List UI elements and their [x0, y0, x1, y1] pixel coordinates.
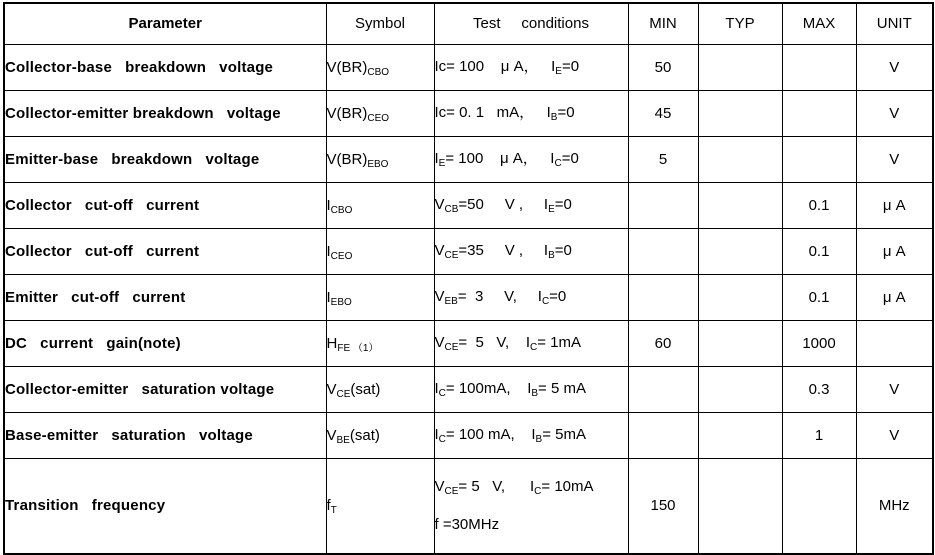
conditions-cell: $V_{CE}=35$ V , $I_B=0$ [434, 228, 628, 274]
symbol-cell: $f_T$ [326, 458, 434, 554]
table-row [4, 44, 933, 90]
header-row [4, 3, 933, 44]
unit-cell: μ A [856, 182, 933, 228]
table-row [4, 274, 933, 320]
min-cell: 60 [628, 320, 698, 366]
conditions-cell: Ic= 0. 1 mA， $I_B=0$ [434, 90, 628, 136]
table-row [4, 458, 933, 554]
typ-cell [698, 90, 782, 136]
parameter-cell: Collector cut-off current [4, 182, 326, 228]
conditions-cell: Ic= 100 μ A， $I_E=0$ [434, 44, 628, 90]
min-cell [628, 412, 698, 458]
typ-cell [698, 182, 782, 228]
parameter-cell: Collector-base breakdown voltage [4, 44, 326, 90]
table-row [4, 228, 933, 274]
max-cell: 0.1 [782, 274, 856, 320]
max-cell [782, 44, 856, 90]
min-cell [628, 182, 698, 228]
typ-cell [698, 44, 782, 90]
parameter-cell: Collector-emitter breakdown voltage [4, 90, 326, 136]
conditions-cell: $I_C= 100$ mA, $I_B= 5mA$ [434, 412, 628, 458]
parameter-cell: Collector cut-off current [4, 228, 326, 274]
table-row [4, 90, 933, 136]
symbol-cell: $V_{BE}(sat)$ [326, 412, 434, 458]
max-cell [782, 136, 856, 182]
unit-cell: V [856, 44, 933, 90]
electrical-characteristics-table [3, 2, 934, 555]
table-body [4, 44, 933, 554]
symbol-cell: $H_{FE (1)}$ [326, 320, 434, 366]
symbol-cell: $I_{CBO}$ [326, 182, 434, 228]
max-cell [782, 458, 856, 554]
max-cell: 0.3 [782, 366, 856, 412]
typ-cell [698, 136, 782, 182]
parameter-cell: Emitter cut-off current [4, 274, 326, 320]
unit-cell: V [856, 366, 933, 412]
col-header-typ: TYP [698, 3, 782, 44]
parameter-cell: Base-emitter saturation voltage [4, 412, 326, 458]
conditions-cell: $I_E= 100$ μ A， $I_C=0$ [434, 136, 628, 182]
typ-cell [698, 228, 782, 274]
symbol-cell: $V(BR)_{EBO}$ [326, 136, 434, 182]
table-row [4, 412, 933, 458]
typ-cell [698, 366, 782, 412]
min-cell [628, 366, 698, 412]
unit-cell: μ A [856, 228, 933, 274]
col-header-parameter: Parameter [4, 3, 326, 44]
symbol-cell: $I_{EBO}$ [326, 274, 434, 320]
unit-cell: MHz [856, 458, 933, 554]
max-cell [782, 90, 856, 136]
symbol-cell: $V_{CE}(sat)$ [326, 366, 434, 412]
min-cell: 50 [628, 44, 698, 90]
parameter-cell: Emitter-base breakdown voltage [4, 136, 326, 182]
typ-cell [698, 458, 782, 554]
conditions-cell: $V_{CE}= 5$ V, $I_C= 1mA$ [434, 320, 628, 366]
table-row [4, 366, 933, 412]
min-cell: 150 [628, 458, 698, 554]
col-header-min: MIN [628, 3, 698, 44]
conditions-cell: $V_{EB}= 3$ V, $I_C=0$ [434, 274, 628, 320]
table-row [4, 136, 933, 182]
parameter-cell: DC current gain(note) [4, 320, 326, 366]
parameter-cell: Transition frequency [4, 458, 326, 554]
typ-cell [698, 320, 782, 366]
col-header-test-conditions: Test conditions [434, 3, 628, 44]
conditions-cell: $I_C= 100mA$, $I_B= 5$ mA [434, 366, 628, 412]
min-cell: 5 [628, 136, 698, 182]
table-row [4, 182, 933, 228]
conditions-cell: $V_{CB}=50$ V , $I_E=0$ [434, 182, 628, 228]
col-header-unit: UNIT [856, 3, 933, 44]
col-header-max: MAX [782, 3, 856, 44]
symbol-cell: $V(BR)_{CEO}$ [326, 90, 434, 136]
unit-cell [856, 320, 933, 366]
table-row [4, 320, 933, 366]
typ-cell [698, 274, 782, 320]
conditions-cell: $V_{CE}= 5$ V, $I_C= 10mA$ f =30MHz [434, 458, 628, 554]
unit-cell: V [856, 90, 933, 136]
min-cell [628, 274, 698, 320]
unit-cell: μ A [856, 274, 933, 320]
typ-cell [698, 412, 782, 458]
max-cell: 0.1 [782, 228, 856, 274]
max-cell: 1 [782, 412, 856, 458]
parameter-cell: Collector-emitter saturation voltage [4, 366, 326, 412]
unit-cell: V [856, 136, 933, 182]
min-cell [628, 228, 698, 274]
max-cell: 0.1 [782, 182, 856, 228]
symbol-cell: $V(BR)_{CBO}$ [326, 44, 434, 90]
unit-cell: V [856, 412, 933, 458]
min-cell: 45 [628, 90, 698, 136]
col-header-symbol: Symbol [326, 3, 434, 44]
max-cell: 1000 [782, 320, 856, 366]
symbol-cell: $I_{CEO}$ [326, 228, 434, 274]
